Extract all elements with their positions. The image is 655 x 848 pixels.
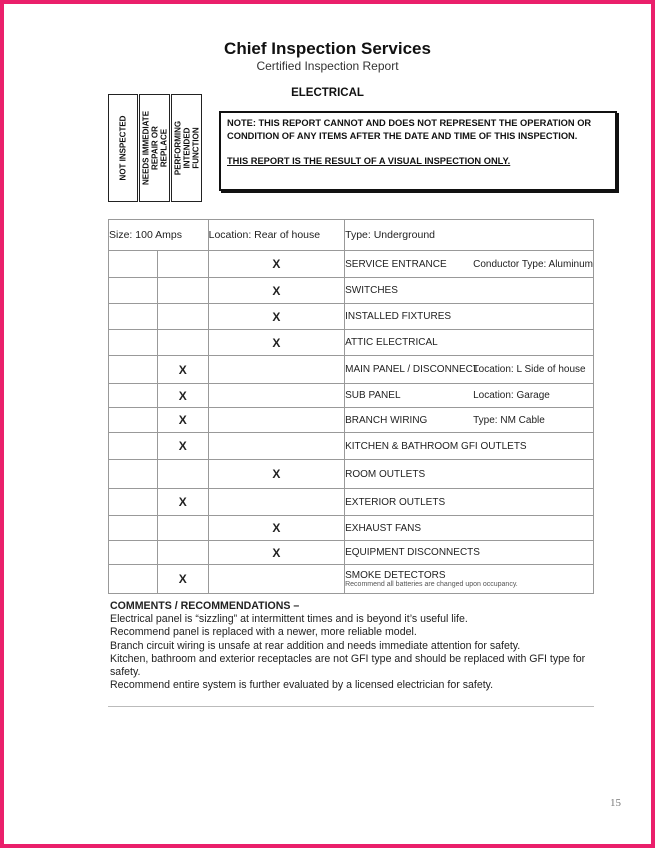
comment-line: Recommend panel is replaced with a newer, more reliable model. [110,626,417,639]
inspection-row [109,489,594,516]
item-label: EQUIPMENT DISCONNECTS [345,547,480,558]
not-inspected-cell [109,408,158,433]
comment-line: Electrical panel is “sizzling” at intermittent times and is beyond it’s useful life. [110,613,468,626]
item-description [345,565,594,594]
item-label: EXHAUST FANS [345,522,422,534]
comment-line: Recommend entire system is further evaluated by a licensed electrician for safety. [110,679,494,692]
item-description [345,304,594,330]
item-description [345,408,594,433]
item-description [345,433,594,460]
not-inspected-cell [109,304,158,330]
item-label: INSTALLED FIXTURES [345,311,452,322]
needs-repair-cell [157,541,208,565]
column-headers [108,94,203,204]
column-header-label: NEEDS IMMEDIATE REPAIR OR REPLACE [141,110,168,186]
not-inspected-cell [109,433,158,460]
performing-cell [208,384,344,408]
not-inspected-cell [109,516,158,541]
needs-repair-cell [157,304,208,330]
item-detail: Conductor Type: Aluminum [473,258,593,270]
item-description [345,541,594,565]
inspection-table [108,219,594,594]
item-rows [109,251,594,594]
note-text: NOTE: THIS REPORT CANNOT AND DOES NOT REPRESENT THE OPERATION OR CONDITION OF ANY ITEMS AFTER THE DATE AND TIME OF THIS INSPECTION. [227,118,592,141]
inspection-row [109,516,594,541]
item-description [345,278,594,304]
not-inspected-cell [109,278,158,304]
item-note: Recommend all batteries are changed upon occupancy. [345,580,518,588]
check-mark: X [272,257,281,271]
needs-repair-cell [157,433,208,460]
needs-repair-cell [157,460,208,489]
item-description [345,489,594,516]
performing-cell [208,541,344,565]
not-inspected-cell [109,489,158,516]
item-description [345,384,594,408]
info-row [109,220,594,251]
column-header-label: PERFORMING INTENDED FUNCTION [173,120,200,176]
performing-cell [208,516,344,541]
item-label: SERVICE ENTRANCE [345,258,447,270]
item-detail: Type: NM Cable [473,414,545,426]
item-label: SUB PANEL [345,390,401,401]
needs-repair-cell [157,565,208,594]
inspection-row [109,330,594,356]
location-cell: Location: Rear of house [208,220,344,251]
item-detail: Location: Garage [473,390,550,401]
performing-cell [208,433,344,460]
comment-line: Kitchen, bathroom and exterior receptacles are not GFI type and should be replaced with GFI type for safety. [110,652,586,679]
needs-repair-cell [157,356,208,384]
column-header-not-inspected [108,94,138,202]
report-title: Chief Inspection Services [224,39,431,58]
item-description [345,251,594,278]
not-inspected-cell [109,460,158,489]
check-mark: X [178,439,187,453]
not-inspected-cell [109,565,158,594]
item-label: BRANCH WIRING [345,414,428,426]
item-label: ATTIC ELECTRICAL [345,337,438,348]
check-mark: X [178,362,187,377]
not-inspected-cell [109,541,158,565]
item-description [345,460,594,489]
comments-section [110,600,594,692]
needs-repair-cell [157,384,208,408]
needs-repair-cell [157,251,208,278]
check-mark: X [272,521,281,535]
check-mark: X [178,572,187,586]
inspection-row [109,356,594,384]
inspection-row [109,384,594,408]
performing-cell [208,460,344,489]
check-mark: X [178,388,187,403]
inspection-row [109,251,594,278]
column-header-label: NOT INSPECTED [118,115,128,181]
needs-repair-cell [157,516,208,541]
item-label: ROOM OUTLETS [345,468,426,480]
check-mark: X [178,413,187,427]
bottom-divider [108,706,594,707]
disclaimer-note [219,111,617,191]
type-cell: Type: Underground [345,220,594,251]
page-number: 15 [610,797,621,809]
needs-repair-cell [157,278,208,304]
inspection-row [109,460,594,489]
item-label: EXTERIOR OUTLETS [345,496,446,508]
inspection-row [109,408,594,433]
performing-cell [208,489,344,516]
performing-cell [208,565,344,594]
not-inspected-cell [109,356,158,384]
performing-cell [208,408,344,433]
check-mark: X [272,545,281,560]
not-inspected-cell [109,330,158,356]
item-description [345,356,594,384]
inspection-row [109,304,594,330]
item-label: SMOKE DETECTORS [345,569,446,581]
check-mark: X [272,309,281,324]
check-mark: X [272,335,281,350]
not-inspected-cell [109,251,158,278]
inspection-row [109,541,594,565]
report-subtitle: Certified Inspection Report [256,59,399,73]
not-inspected-cell [109,384,158,408]
performing-cell [208,330,344,356]
item-label: KITCHEN & BATHROOM GFI OUTLETS [345,440,527,452]
performing-cell [208,278,344,304]
item-description [345,330,594,356]
section-title: ELECTRICAL [291,87,364,99]
check-mark: X [272,283,281,298]
comment-line: Branch circuit wiring is unsafe at rear addition and needs immediate attention for safety. [110,639,521,652]
performing-cell [208,304,344,330]
needs-repair-cell [157,408,208,433]
item-detail: Location: L Side of house [473,364,586,375]
item-description [345,516,594,541]
inspection-row [109,433,594,460]
check-mark: X [178,495,187,509]
item-label: SWITCHES [345,285,398,296]
comments-heading: COMMENTS / RECOMMENDATIONS – [110,600,300,612]
item-label: MAIN PANEL / DISCONNECT [345,364,480,375]
performing-cell [208,356,344,384]
column-header-performing [171,94,202,202]
performing-cell [208,251,344,278]
inspection-row [109,278,594,304]
column-header-needs-repair [139,94,170,202]
needs-repair-cell [157,489,208,516]
size-cell: Size: 100 Amps [109,220,209,251]
needs-repair-cell [157,330,208,356]
inspection-row [109,565,594,594]
check-mark: X [272,467,281,481]
note-visual-only: THIS REPORT IS THE RESULT OF A VISUAL INSPECTION ONLY. [227,156,511,166]
